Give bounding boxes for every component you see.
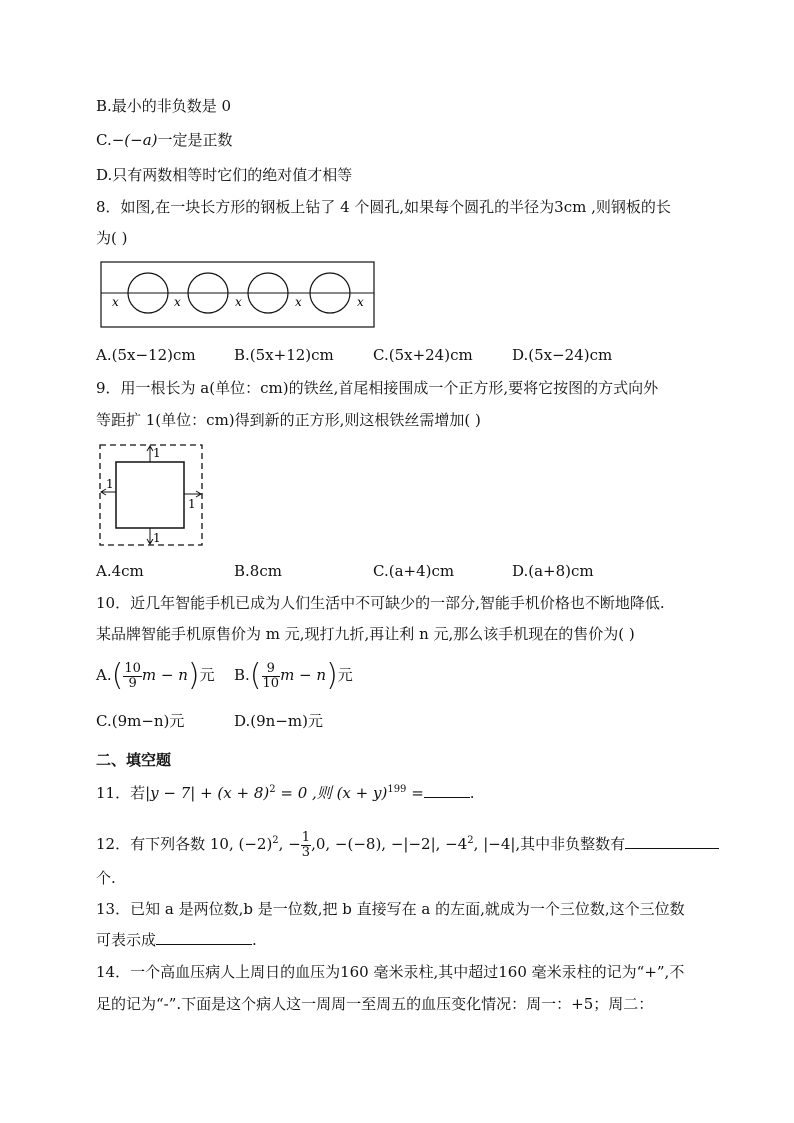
gap-label-x: x xyxy=(295,295,302,309)
q8-option-b: B.(5x+12)cm xyxy=(234,346,334,364)
q11-stem: 11．若$|y - 7| + (x + 8)^2 = 0$ ,则 $(x + y)^{199}$ = . xyxy=(96,784,475,802)
q9-stem-line2: 等距扩 1(单位：cm)得到新的正方形,则这根铁丝需增加( ) xyxy=(96,411,481,429)
q9-square-figure xyxy=(98,442,206,548)
answer-blank[interactable] xyxy=(424,783,470,798)
distance-label: 1 xyxy=(106,477,114,491)
gap-label-x: x xyxy=(174,295,181,309)
q14-stem-line1: 14．一个高血压病人上周日的血压为160 毫米汞柱,其中超过160 毫米汞柱的记为“+”,不 xyxy=(96,963,685,981)
q12-stem: 12．有下列各数 10, $(-2)^2$, − $\frac{1}{3}$ ,0, −(−8), −|−2|, $-4^2$, |−4|,其中非负整数有 xyxy=(96,824,719,861)
gap-label-x: x xyxy=(235,295,242,309)
q8-option-c: C.(5x+24)cm xyxy=(373,346,473,364)
distance-label: 1 xyxy=(153,446,161,460)
q13-stem-line1: 13．已知 a 是两位数,b 是一位数,把 b 直接写在 a 的左面,就成为一个三位数,这个三位数 xyxy=(96,900,685,918)
q13-stem-line2: 可表示成 . xyxy=(96,931,257,949)
q8-stem-line1: 8．如图,在一块长方形的钢板上钻了 4 个圆孔,如果每个圆孔的半径为3cm ,则钢板的长 xyxy=(96,198,671,216)
prev-option-b: B.最小的非负数是 0 xyxy=(96,97,232,115)
q10-stem-line2: 某品牌智能手机原售价为 m 元,现打九折,再让利 n 元,那么该手机现在的售价为( ) xyxy=(96,625,635,643)
q9-stem-line1: 9．用一根长为 a(单位：cm)的铁丝,首尾相接围成一个正方形,要将它按图的方式向外 xyxy=(96,379,659,397)
q14-stem-line2: 足的记为“-”.下面是这个病人这一周周一至周五的血压变化情况：周一：+5；周二： xyxy=(96,995,654,1013)
q9-option-c: C.(a+4)cm xyxy=(373,562,455,580)
section-heading: 二、填空题 xyxy=(96,751,172,769)
q8-option-d: D.(5x−24)cm xyxy=(512,346,613,364)
q12-stem-line2: 个. xyxy=(96,869,116,887)
q8-steel-plate-figure xyxy=(100,260,376,330)
prev-option-d: D.只有两数相等时它们的绝对值才相等 xyxy=(96,166,353,184)
distance-label: 1 xyxy=(188,497,196,511)
prev-option-c: C.−(−a)一定是正数 xyxy=(96,131,233,149)
q8-option-a: A.(5x−12)cm xyxy=(96,346,196,364)
q8-stem-line2: 为( ) xyxy=(96,229,128,247)
q10-option-d: D.(9n−m)元 xyxy=(234,712,323,730)
q10-option-b: B.( $\frac{9}{10}$ m − n)元 xyxy=(234,658,353,693)
gap-label-x: x xyxy=(357,295,364,309)
q10-option-c: C.(9m−n)元 xyxy=(96,712,185,730)
q10-stem-line1: 10．近几年智能手机已成为人们生活中不可缺少的一部分,智能手机价格也不断地降低. xyxy=(96,594,665,612)
answer-blank[interactable] xyxy=(625,834,719,849)
q10-option-a: A.( $\frac{10}{9}$ m − n)元 xyxy=(96,658,215,693)
q9-option-a: A.4cm xyxy=(96,562,144,580)
answer-blank[interactable] xyxy=(156,930,252,945)
gap-label-x: x xyxy=(112,295,119,309)
distance-label: 1 xyxy=(153,531,161,545)
q9-option-b: B.8cm xyxy=(234,562,282,580)
q9-option-d: D.(a+8)cm xyxy=(512,562,594,580)
